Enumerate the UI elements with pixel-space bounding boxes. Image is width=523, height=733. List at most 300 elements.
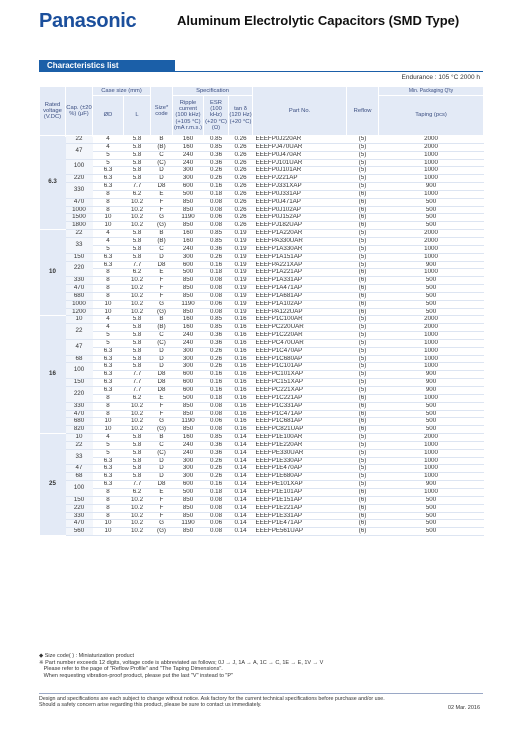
cell-reflow: (5) [347, 434, 379, 442]
cell-taping: 1000 [379, 457, 484, 465]
cell-reflow: (5) [347, 159, 379, 167]
cell-tan-delta: 0.16 [229, 410, 253, 418]
col-case-size: Case size (mm) [93, 87, 151, 96]
cell-tan-delta: 0.19 [229, 237, 253, 245]
footer-divider [39, 693, 483, 694]
cell-length: 5.8 [124, 151, 151, 159]
col-cap: Cap. (±20 %) (μF) [66, 87, 93, 136]
table-row [40, 355, 484, 363]
cell-length: 10.2 [124, 308, 151, 316]
cell-ripple: 1190 [173, 300, 204, 308]
cell-tan-delta: 0.26 [229, 206, 253, 214]
footer-line: Design and specifications are each subject to change without notice. Ask factory for the current technical specifications before purchase and/or use. [39, 696, 385, 702]
cell-part-no: EEEFP1A221AP [253, 269, 347, 277]
table-row [40, 473, 484, 481]
cell-esr: 0.06 [204, 214, 229, 222]
table-row [40, 496, 484, 504]
cell-tan-delta: 0.16 [229, 418, 253, 426]
cell-cap: 22 [66, 230, 93, 238]
cell-taping: 500 [379, 198, 484, 206]
cell-part-no: EEEFP1E220AR [253, 441, 347, 449]
cell-cap: 220 [66, 504, 93, 512]
cell-ripple: 240 [173, 245, 204, 253]
cell-taping: 1000 [379, 363, 484, 371]
cell-cap: 150 [66, 379, 93, 387]
cell-tan-delta: 0.16 [229, 387, 253, 395]
cell-cap: 33 [66, 237, 93, 253]
cell-size-code: F [151, 198, 173, 206]
cell-voltage: 10 [40, 230, 66, 316]
cell-reflow: (6) [347, 300, 379, 308]
cell-size-code: F [151, 410, 173, 418]
cell-esr: 0.36 [204, 449, 229, 457]
cell-diameter: 10 [93, 418, 124, 426]
cell-ripple: 500 [173, 269, 204, 277]
cell-size-code: F [151, 292, 173, 300]
cell-part-no: EEEFP0J331AP [253, 190, 347, 198]
col-specification: Specification [173, 87, 253, 96]
cell-esr: 0.26 [204, 347, 229, 355]
cell-diameter: 4 [93, 316, 124, 324]
cell-diameter: 10 [93, 528, 124, 536]
cell-length: 6.2 [124, 488, 151, 496]
cell-cap: 100 [66, 159, 93, 175]
cell-taping: 500 [379, 308, 484, 316]
cell-ripple: 600 [173, 183, 204, 191]
cell-cap: 150 [66, 253, 93, 261]
cell-part-no: EEEFP1E331AP [253, 512, 347, 520]
cell-taping: 500 [379, 292, 484, 300]
cell-cap: 220 [66, 387, 93, 403]
cell-diameter: 6.3 [93, 465, 124, 473]
cell-ripple: 240 [173, 151, 204, 159]
cell-ripple: 850 [173, 222, 204, 230]
cell-size-code: F [151, 504, 173, 512]
cell-size-code: C [151, 332, 173, 340]
table-row [40, 379, 484, 387]
cell-ripple: 850 [173, 292, 204, 300]
cell-ripple: 850 [173, 410, 204, 418]
cell-reflow: (5) [347, 441, 379, 449]
cell-ripple: 160 [173, 237, 204, 245]
notes [39, 653, 323, 679]
cell-tan-delta: 0.14 [229, 441, 253, 449]
cell-length: 10.2 [124, 292, 151, 300]
cell-length: 5.8 [124, 230, 151, 238]
cell-cap: 47 [66, 143, 93, 159]
cell-esr: 0.08 [204, 512, 229, 520]
cell-ripple: 1190 [173, 214, 204, 222]
cell-ripple: 600 [173, 387, 204, 395]
table-row [40, 402, 484, 410]
cell-taping: 500 [379, 528, 484, 536]
cell-size-code: (G) [151, 222, 173, 230]
cell-diameter: 4 [93, 324, 124, 332]
cell-length: 5.8 [124, 324, 151, 332]
cell-tan-delta: 0.19 [229, 292, 253, 300]
cell-tan-delta: 0.26 [229, 151, 253, 159]
cell-diameter: 6.3 [93, 457, 124, 465]
cell-size-code: (G) [151, 308, 173, 316]
cell-reflow: (5) [347, 465, 379, 473]
cell-length: 5.8 [124, 457, 151, 465]
cell-esr: 0.08 [204, 504, 229, 512]
table-row [40, 434, 484, 442]
cell-length: 6.2 [124, 394, 151, 402]
table-row [40, 198, 484, 206]
cell-part-no: EEEFP1A102AP [253, 300, 347, 308]
cell-ripple: 1190 [173, 520, 204, 528]
cell-reflow: (6) [347, 198, 379, 206]
cell-tan-delta: 0.14 [229, 504, 253, 512]
cell-part-no: EEEFP1C221AP [253, 394, 347, 402]
cell-part-no: EEEFP1C681AP [253, 418, 347, 426]
cell-length: 10.2 [124, 512, 151, 520]
cell-diameter: 8 [93, 285, 124, 293]
cell-size-code: (G) [151, 426, 173, 434]
cell-diameter: 6.3 [93, 347, 124, 355]
cell-reflow: (6) [347, 190, 379, 198]
cell-diameter: 6.3 [93, 253, 124, 261]
cell-part-no: EEEFP0J220AR [253, 136, 347, 144]
table-row [40, 300, 484, 308]
cell-part-no: EEEFP1E100AR [253, 434, 347, 442]
cell-reflow: (5) [347, 473, 379, 481]
cell-taping: 500 [379, 300, 484, 308]
cell-part-no: EEEFP1E471AP [253, 520, 347, 528]
cell-diameter: 8 [93, 190, 124, 198]
table-row [40, 339, 484, 347]
cell-length: 5.8 [124, 237, 151, 245]
cell-length: 7.7 [124, 481, 151, 489]
table-row [40, 324, 484, 332]
cell-taping: 1000 [379, 488, 484, 496]
cell-tan-delta: 0.16 [229, 324, 253, 332]
cell-tan-delta: 0.16 [229, 426, 253, 434]
cell-part-no: EEEFP1C220AR [253, 332, 347, 340]
cell-diameter: 5 [93, 449, 124, 457]
cell-diameter: 8 [93, 402, 124, 410]
cell-length: 5.8 [124, 143, 151, 151]
cell-reflow: (5) [347, 339, 379, 347]
cell-taping: 1000 [379, 269, 484, 277]
cell-part-no: EEEFPC221XAP [253, 387, 347, 395]
cell-taping: 1000 [379, 167, 484, 175]
cell-size-code: (C) [151, 339, 173, 347]
cell-esr: 0.08 [204, 426, 229, 434]
cell-size-code: E [151, 488, 173, 496]
table-row [40, 175, 484, 183]
cell-diameter: 6.3 [93, 379, 124, 387]
cell-ripple: 850 [173, 206, 204, 214]
cell-cap: 330 [66, 512, 93, 520]
cell-tan-delta: 0.14 [229, 481, 253, 489]
cell-diameter: 5 [93, 339, 124, 347]
col-min-packaging: Min. Packaging Q'ty [379, 87, 484, 96]
col-esr: ESR (100 kHz) (+20 °C) (Ω) [204, 96, 229, 136]
cell-esr: 0.26 [204, 457, 229, 465]
cell-cap: 68 [66, 355, 93, 363]
cell-length: 10.2 [124, 410, 151, 418]
table-row [40, 410, 484, 418]
cell-reflow: (5) [347, 457, 379, 465]
cell-cap: 1000 [66, 206, 93, 214]
cell-size-code: F [151, 277, 173, 285]
cell-cap: 68 [66, 473, 93, 481]
cell-reflow: (6) [347, 520, 379, 528]
cell-part-no: EEEFP1C470AP [253, 347, 347, 355]
cell-taping: 500 [379, 285, 484, 293]
table-row [40, 190, 484, 198]
cell-length: 5.8 [124, 167, 151, 175]
cell-cap: 680 [66, 418, 93, 426]
cell-taping: 1000 [379, 441, 484, 449]
cell-esr: 0.18 [204, 488, 229, 496]
cell-part-no: EEEFP1C471AP [253, 410, 347, 418]
cell-length: 10.2 [124, 285, 151, 293]
cell-taping: 500 [379, 277, 484, 285]
table-row [40, 441, 484, 449]
cell-esr: 0.16 [204, 261, 229, 269]
cell-part-no: EEEFPC821UAP [253, 426, 347, 434]
cell-ripple: 850 [173, 308, 204, 316]
cell-reflow: (6) [347, 269, 379, 277]
table-row [40, 136, 484, 144]
cell-size-code: (B) [151, 237, 173, 245]
cell-size-code: D8 [151, 261, 173, 269]
cell-taping: 500 [379, 496, 484, 504]
cell-tan-delta: 0.16 [229, 394, 253, 402]
cell-tan-delta: 0.14 [229, 496, 253, 504]
table-row [40, 269, 484, 277]
cell-size-code: D8 [151, 371, 173, 379]
cell-size-code: C [151, 441, 173, 449]
cell-tan-delta: 0.14 [229, 473, 253, 481]
cell-size-code: D8 [151, 387, 173, 395]
cell-ripple: 850 [173, 426, 204, 434]
cell-reflow: (6) [347, 292, 379, 300]
page-title: Aluminum Electrolytic Capacitors (SMD Type) [177, 13, 460, 28]
cell-tan-delta: 0.16 [229, 363, 253, 371]
cell-size-code: E [151, 394, 173, 402]
footer-line: Should a safety concern arise regarding this product, please be sure to contact us immediately. [39, 702, 262, 709]
cell-cap: 330 [66, 183, 93, 199]
cell-length: 5.8 [124, 316, 151, 324]
cell-cap: 33 [66, 449, 93, 465]
cell-reflow: (6) [347, 394, 379, 402]
cell-ripple: 300 [173, 253, 204, 261]
table-row [40, 316, 484, 324]
col-taping: Taping (pcs) [379, 96, 484, 136]
cell-length: 5.8 [124, 449, 151, 457]
cell-ripple: 850 [173, 496, 204, 504]
cell-ripple: 240 [173, 441, 204, 449]
cell-tan-delta: 0.19 [229, 245, 253, 253]
cell-tan-delta: 0.16 [229, 339, 253, 347]
cell-taping: 2000 [379, 136, 484, 144]
cell-size-code: G [151, 520, 173, 528]
table-row [40, 183, 484, 191]
cell-taping: 500 [379, 402, 484, 410]
cell-cap: 47 [66, 465, 93, 473]
note-line: ※ Part number exceeds 12 digits, voltage code is abbreviated as follows; 0J → J, 1A → A, 1C → C, 1E → E, 1V → V [39, 659, 324, 666]
cell-length: 10.2 [124, 496, 151, 504]
cell-cap: 100 [66, 363, 93, 379]
cell-esr: 0.36 [204, 159, 229, 167]
cell-part-no: EEEFPA221XAP [253, 261, 347, 269]
table-row [40, 481, 484, 489]
table-row [40, 488, 484, 496]
cell-esr: 0.36 [204, 332, 229, 340]
cell-cap: 220 [66, 261, 93, 277]
cell-ripple: 160 [173, 324, 204, 332]
cell-part-no: EEEFP1A331AP [253, 277, 347, 285]
cell-taping: 500 [379, 418, 484, 426]
cell-ripple: 300 [173, 473, 204, 481]
cell-size-code: D8 [151, 183, 173, 191]
cell-tan-delta: 0.19 [229, 253, 253, 261]
cell-tan-delta: 0.26 [229, 143, 253, 151]
cell-diameter: 8 [93, 269, 124, 277]
cell-tan-delta: 0.14 [229, 488, 253, 496]
cell-reflow: (5) [347, 379, 379, 387]
cell-tan-delta: 0.26 [229, 214, 253, 222]
cell-diameter: 6.3 [93, 363, 124, 371]
cell-ripple: 300 [173, 363, 204, 371]
cell-length: 10.2 [124, 504, 151, 512]
cell-length: 5.8 [124, 339, 151, 347]
cell-taping: 1000 [379, 347, 484, 355]
table-row [40, 528, 484, 536]
cell-diameter: 8 [93, 394, 124, 402]
table-row [40, 308, 484, 316]
cell-part-no: EEEFP0J101AR [253, 167, 347, 175]
footer-disclaimer [39, 696, 385, 709]
cell-esr: 0.85 [204, 324, 229, 332]
cell-esr: 0.36 [204, 339, 229, 347]
table-row [40, 426, 484, 434]
cell-ripple: 300 [173, 347, 204, 355]
cell-tan-delta: 0.19 [229, 230, 253, 238]
table-row [40, 222, 484, 230]
cell-esr: 0.08 [204, 292, 229, 300]
cell-tan-delta: 0.16 [229, 379, 253, 387]
cell-length: 5.8 [124, 355, 151, 363]
cell-diameter: 8 [93, 496, 124, 504]
table-row [40, 292, 484, 300]
cell-size-code: (G) [151, 528, 173, 536]
cell-taping: 1000 [379, 190, 484, 198]
cell-tan-delta: 0.26 [229, 183, 253, 191]
cell-ripple: 160 [173, 230, 204, 238]
cell-part-no: EEEFP0J471AP [253, 198, 347, 206]
cell-esr: 0.26 [204, 355, 229, 363]
cell-length: 10.2 [124, 222, 151, 230]
cell-reflow: (5) [347, 167, 379, 175]
cell-esr: 0.16 [204, 183, 229, 191]
cell-taping: 500 [379, 426, 484, 434]
cell-cap: 470 [66, 410, 93, 418]
cell-taping: 1000 [379, 355, 484, 363]
cell-reflow: (6) [347, 206, 379, 214]
cell-diameter: 8 [93, 198, 124, 206]
cell-cap: 1500 [66, 214, 93, 222]
cell-ripple: 500 [173, 488, 204, 496]
cell-size-code: B [151, 316, 173, 324]
cell-diameter: 8 [93, 512, 124, 520]
table-row [40, 285, 484, 293]
cell-tan-delta: 0.19 [229, 300, 253, 308]
cell-tan-delta: 0.14 [229, 528, 253, 536]
cell-taping: 2000 [379, 324, 484, 332]
cell-ripple: 850 [173, 198, 204, 206]
cell-length: 10.2 [124, 528, 151, 536]
cell-part-no: EEEFPE330UAR [253, 449, 347, 457]
cell-tan-delta: 0.26 [229, 198, 253, 206]
cell-taping: 1000 [379, 253, 484, 261]
cell-taping: 500 [379, 222, 484, 230]
cell-length: 10.2 [124, 520, 151, 528]
cell-reflow: (5) [347, 151, 379, 159]
cell-esr: 0.08 [204, 402, 229, 410]
cell-cap: 820 [66, 426, 93, 434]
cell-ripple: 300 [173, 457, 204, 465]
cell-diameter: 6.3 [93, 355, 124, 363]
cell-part-no: EEEFP0J152AP [253, 214, 347, 222]
cell-tan-delta: 0.14 [229, 520, 253, 528]
cell-diameter: 5 [93, 245, 124, 253]
cell-diameter: 8 [93, 410, 124, 418]
cell-diameter: 5 [93, 441, 124, 449]
table-row [40, 143, 484, 151]
cell-tan-delta: 0.16 [229, 332, 253, 340]
cell-size-code: D [151, 253, 173, 261]
cell-taping: 2000 [379, 434, 484, 442]
cell-part-no: EEEFP1C101AP [253, 363, 347, 371]
cell-diameter: 6.3 [93, 261, 124, 269]
cell-esr: 0.08 [204, 285, 229, 293]
cell-length: 7.7 [124, 261, 151, 269]
table-row [40, 167, 484, 175]
table-row [40, 520, 484, 528]
cell-taping: 1000 [379, 449, 484, 457]
cell-length: 7.7 [124, 379, 151, 387]
cell-size-code: C [151, 151, 173, 159]
cell-taping: 500 [379, 410, 484, 418]
cell-part-no: EEEFP1A220AR [253, 230, 347, 238]
cell-ripple: 300 [173, 355, 204, 363]
cell-part-no: EEEFPJ331XAP [253, 183, 347, 191]
cell-voltage: 16 [40, 316, 66, 434]
table-row [40, 363, 484, 371]
cell-size-code: G [151, 418, 173, 426]
cell-size-code: D8 [151, 379, 173, 387]
cell-reflow: (5) [347, 253, 379, 261]
cell-diameter: 6.3 [93, 473, 124, 481]
cell-taping: 500 [379, 512, 484, 520]
cell-tan-delta: 0.16 [229, 316, 253, 324]
cell-part-no: EEEFPC101XAP [253, 371, 347, 379]
cell-size-code: F [151, 206, 173, 214]
cell-size-code: D8 [151, 481, 173, 489]
cell-part-no: EEEFP0J102AP [253, 206, 347, 214]
table-row [40, 245, 484, 253]
cell-ripple: 500 [173, 190, 204, 198]
cell-size-code: B [151, 136, 173, 144]
cell-diameter: 6.3 [93, 175, 124, 183]
cell-reflow: (5) [347, 387, 379, 395]
cell-ripple: 850 [173, 512, 204, 520]
